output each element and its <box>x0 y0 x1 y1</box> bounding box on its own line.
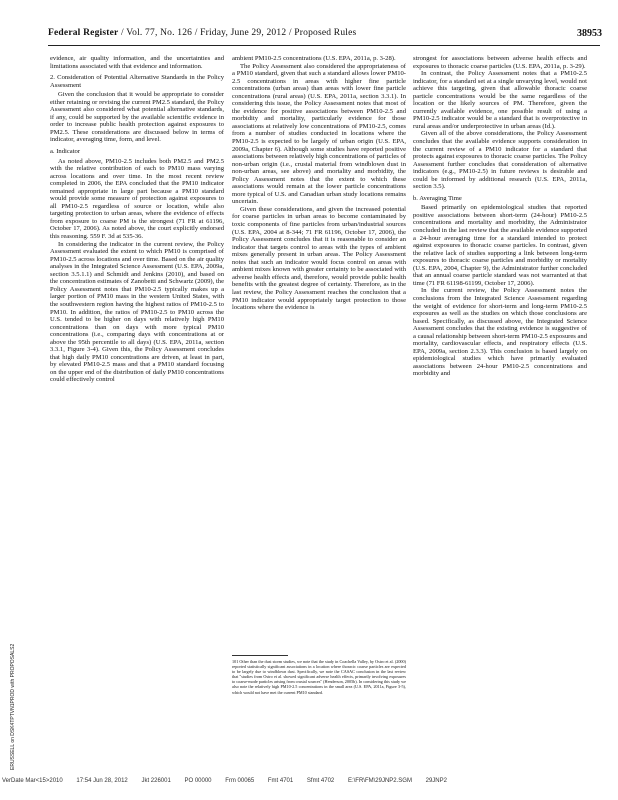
footer-page: 29JNP2 <box>425 778 447 784</box>
footer-frm: Frm 00065 <box>225 778 255 784</box>
footnote-rule <box>232 655 288 656</box>
header-title-line <box>48 28 356 38</box>
issue-meta: / Vol. 77, No. 126 / Friday, June 29, 2012 / Proposed Rules <box>118 28 357 38</box>
page-number: 38953 <box>577 28 602 39</box>
column-2 <box>232 55 406 651</box>
paragraph: strongest for associations between adverse health effects and exposures to thoracic coarse particles (U.S. EPA, 2011a, p. 3-29). <box>413 55 587 70</box>
paragraph: evidence, air quality information, and the uncertainties and limitations associated with that evidence and information. <box>50 55 224 70</box>
footer-verdate: VerDate Mar<15>2010 <box>2 778 63 784</box>
paragraph: The Policy Assessment also considered the appropriateness of a PM10 standard, given that such a standard allows lower PM10-2.5 concentrations in areas with higher fine particle concentrations (urban areas) than areas with lower fine particle concentrations (rural areas) (U.S. EPA, 2011a, section 3.3.1). In considering this issue, the Policy Assessment notes that most of the evidence for positive associations between PM10-2.5 and morbidity and mortality, particularly evidence for those associations at relatively low concentrations of PM10-2.5, comes from a number of studies conducted in locations where the PM10-2.5 is expected to be largely of urban origin (U.S. EPA, 2009a, Chapter 6). Although some studies have reported positive associations between relatively high concentrations of particles of non-urban origin (i.e., crustal material from windblown dust in non-urban areas, see above) and mortality and morbidity, the Policy Assessment notes that the extent to which these associations would remain at the lower particle concentrations more typical of U.S. and Canadian urban study locations remains uncertain. <box>232 62 406 206</box>
paragraph: In the current review, the Policy Assessment notes the conclusions from the Integrated Science Assessment regarding the weight of evidence for short-term and long-term PM10-2.5 exposures as well as the studies on which those conclusions are based. Specifically, as discussed above, the Integrated Science Assessment concludes that the existing evidence is suggestive of a causal relationship between short-term PM10-2.5 exposures and mortality, cardiovascular effects, and respiratory effects (U.S. EPA, 2009a, section 2.3.3). This conclusion is based largely on epidemiological studies which have primarily evaluated associations between 24-hour PM10-2.5 concentrations and morbidity and <box>413 287 587 378</box>
footer-po: PO 00000 <box>184 778 212 784</box>
paragraph: In contrast, the Policy Assessment notes that a PM10-2.5 indicator, for a standard set at a single unvarying level, would not achieve this targeting, given that allowable thoracic coarse particle concentrations would be the same regardless of the location or the likely sources of PM. Therefore, given the currently available evidence, one possible result of using a PM10-2.5 indicator would be a standard that is overprotective in rural areas and/or underprotective in urban areas (Id.). <box>413 70 587 130</box>
footer-file: E:\FR\FM\29JNP2.SGM <box>347 778 412 784</box>
footer-fmt: Fmt 4701 <box>267 778 294 784</box>
paragraph: As noted above, PM10-2.5 includes both PM2.5 and PM2.5 with the relative contribution of each to PM10 mass varying across locations and over time. In the most recent review completed in 2006, the EPA concluded that the PM10 indicator remained appropriate in large part because a PM10 standard would provide some measure of protection against exposures to all PM10-2.5 regardless of source or location, while also targeting protection to urban areas, where the evidence of effects from exposure to coarse PM is the strongest (71 FR at 61196, October 17, 2006). As noted above, the court explicitly endorsed this reasoning. 559 F. 3d at 535-36. <box>50 157 224 241</box>
section-heading: 2. Consideration of Potential Alternative Standards in the Policy Assessment <box>50 74 224 89</box>
paragraph: Given all of the above considerations, the Policy Assessment concludes that the available evidence supports consideration in the current review of a PM10 indicator for a standard that protects against exposures to thoracic coarse particles. The Policy Assessment further concludes that consideration of alternative indicators (e.g., PM10-2.5) in future reviews is desirable and could be informed by additional research (U.S. EPA, 2011a, section 3.5). <box>413 130 587 191</box>
page-header <box>48 28 608 44</box>
footer-sfmt: Sfmt 4702 <box>306 778 335 784</box>
paragraph: Based primarily on epidemiological studies that reported positive associations between short-term (24-hour) PM10-2.5 concentrations and mortality and morbidity, the Administrator concluded in the last review that the available evidence supported a 24-hour averaging time for a standard intended to protect against exposures to thoracic coarse particles. In contrast, given the relative lack of studies supporting a link between long-term exposures to thoracic coarse particles and morbidity or mortality (U.S. EPA, 2004, Chapter 9), the Administrator further concluded that an annual coarse particle standard was not warranted at that time (71 FR 61198-61199, October 17, 2006). <box>413 204 587 287</box>
page-footer <box>2 778 616 784</box>
footer-time: 17:54 Jun 28, 2012 <box>76 778 128 784</box>
paragraph: ambient PM10-2.5 concentrations (U.S. EPA, 2011a, p. 3-28). <box>232 55 396 62</box>
column-3 <box>413 55 587 765</box>
subsection-heading: a. Indicator <box>50 148 81 156</box>
subsection-heading: b. Averaging Time <box>413 194 462 202</box>
footer-jkt: Jkt 226001 <box>141 778 171 784</box>
header-rule <box>48 45 600 46</box>
column-1 <box>50 55 224 765</box>
footnote: 101 Other than the dust storm studies, we note that the study in Coachella Valley, by Ostro et al. (2000) reported statistically significant associations in a location where thoracic coarse particles are expected to be largely due to windblown dust. Specifically, we note the CASAC conclusion in the last review that "studies from Ostro et al. showed significant adverse health effects, primarily involving exposures to coarse-mode particles arising from crustal sources" (Henderson, 2005b). In considering this study we also note the relatively high PM10-2.5 concentrations in the small area (U.S. EPA, 2011a, Figure 3-5), which would not have met the current PM10 standard. <box>232 659 406 695</box>
journal-title: Federal Register <box>48 28 119 38</box>
paragraph: Given the conclusion that it would be appropriate to consider either retaining or revising the current PM2.5 standard, the Policy Assessment also considered what potential alternative standards, if any, could be supported by the available scientific evidence in order to increase public health protection against exposures to PM2.5. These considerations are discussed below in terms of indicator, averaging time, form, and level. <box>50 91 224 144</box>
paragraph: Given these considerations, and given the increased potential for coarse particles in urban areas to become contaminated by toxic components of fine particles from urban/industrial sources (U.S. EPA, 2004 at 8-344; 71 FR 61196, October 17, 2006), the Policy Assessment concludes that it is reasonable to consider an indicator that targets control to areas with the types of ambient mixes generally present in urban areas. The Policy Assessment notes that such an indicator would focus control on areas with ambient mixes known with greater certainty to be associated with adverse health effects and, therefore, would provide public health benefits with the greatest degree of certainty. Therefore, as in the last review, the Policy Assessment reaches the conclusion that a PM10 indicator would appropriately target protection to those locations where the evidence is <box>232 205 406 312</box>
paragraph: In considering the indicator in the current review, the Policy Assessment evaluated the extent to which PM10 is comprised of PM10-2.5 across locations and over time. Based on the air quality analyses in the Integrated Science Assessment (U.S. EPA, 2009a, section 3.5.1.1) and Schmidt and Jenkins (2010), and based on the concentration estimates of Zanobetti and Schwartz (2009), the Policy Assessment notes that PM10-2.5 typically makes up a larger portion of PM10 mass in the western United States, with the southwestern region having the highest ratios of PM10-2.5 to PM10. In addition, the ratios of PM10-2.5 to PM10 across the U.S. tended to be higher on days with relatively high PM10 concentrations than on days with more typical PM10 concentrations (i.e., comparing days with concentrations at or above the 95th percentile to all days) (U.S. EPA, 2011a, section 3.3.1, Figure 3-4). Given this, the Policy Assessment concludes that high daily PM10 concentrations are driven, at least in part, by elevated PM10-2.5 mass and that a PM10 standard focusing on the upper end of the distribution of daily PM10 concentrations could effectively control <box>50 240 224 384</box>
side-margin-text: ERUSSELL on DSK4TPTVN1PROD with PROPOSALS2 <box>10 643 16 770</box>
